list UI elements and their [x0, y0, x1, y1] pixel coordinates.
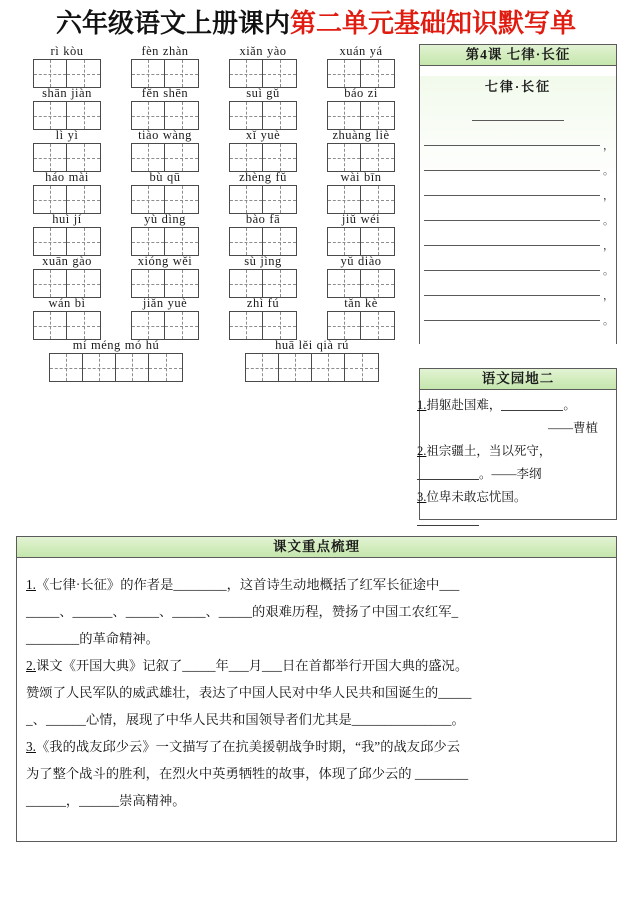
tianzige-cell[interactable] — [328, 312, 361, 339]
garden-panel-body — [417, 390, 616, 534]
tianzige-cell[interactable] — [116, 354, 149, 381]
pinyin-label: lì yì — [55, 128, 79, 142]
tianzige-cell[interactable] — [67, 102, 100, 129]
line-punctuation: ， — [603, 290, 614, 302]
summary-line — [26, 733, 607, 760]
pinyin-word-cell — [214, 338, 410, 380]
garden-item-number: 2. — [417, 444, 427, 458]
garden-blank[interactable] — [501, 410, 563, 411]
tianzige-cell[interactable] — [246, 354, 279, 381]
pinyin-label: bào fā — [245, 212, 281, 226]
tianzige-grid[interactable] — [229, 101, 297, 130]
tianzige-grid[interactable] — [327, 227, 395, 256]
tianzige-cell[interactable] — [67, 312, 100, 339]
poem-blank-line[interactable] — [420, 128, 616, 153]
tianzige-cell[interactable] — [132, 144, 165, 171]
pinyin-word-cell — [116, 170, 214, 212]
pinyin-row — [18, 86, 410, 128]
tianzige-grid[interactable] — [229, 227, 297, 256]
line-punctuation: 。 — [603, 265, 614, 277]
pinyin-label: fěn shēn — [141, 86, 189, 100]
tianzige-grid[interactable] — [33, 101, 101, 130]
pinyin-word-cell — [18, 338, 214, 380]
tianzige-cell[interactable] — [361, 312, 394, 339]
tianzige-grid[interactable] — [229, 185, 297, 214]
pinyin-label: zhì fú — [246, 296, 280, 310]
tianzige-cell[interactable] — [263, 102, 296, 129]
pinyin-label: sù jìng — [244, 254, 282, 268]
poem-blank-line[interactable] — [420, 278, 616, 303]
writing-rule — [424, 320, 600, 321]
garden-blank[interactable] — [417, 479, 479, 480]
tianzige-cell[interactable] — [328, 270, 361, 297]
tianzige-cell[interactable] — [67, 228, 100, 255]
pinyin-word-cell — [312, 44, 410, 86]
garden-panel-header: 语文园地二 — [420, 369, 616, 390]
tianzige-cell[interactable] — [328, 60, 361, 87]
tianzige-cell[interactable] — [34, 102, 67, 129]
tianzige-cell[interactable] — [34, 228, 67, 255]
pinyin-word-cell — [312, 212, 410, 254]
tianzige-cell[interactable] — [83, 354, 116, 381]
pinyin-word-cell — [214, 86, 312, 128]
tianzige-cell[interactable] — [34, 270, 67, 297]
pinyin-label: rì kòu — [50, 44, 84, 58]
pinyin-row — [18, 296, 410, 338]
pinyin-word-cell — [312, 296, 410, 338]
pinyin-word-cell — [18, 128, 116, 170]
summary-text: 课文《开国大典》记叙了_____年___月___日在首都举行开国大典的盛况。 — [35, 658, 469, 673]
tianzige-cell[interactable] — [263, 270, 296, 297]
tianzige-cell[interactable] — [165, 186, 198, 213]
writing-rule — [424, 170, 600, 171]
language-garden-panel — [419, 368, 617, 520]
tianzige-cell[interactable] — [165, 102, 198, 129]
tianzige-cell[interactable] — [263, 186, 296, 213]
garden-text: 捐躯赴国难， — [426, 398, 502, 412]
summary-text: 《七律·长征》的作者是________，这首诗生动地概括了红军长征途中___ — [35, 577, 460, 592]
tianzige-cell[interactable] — [165, 144, 198, 171]
garden-text: 。——李纲 — [479, 467, 542, 481]
tianzige-cell[interactable] — [132, 228, 165, 255]
tianzige-cell[interactable] — [230, 228, 263, 255]
tianzige-cell[interactable] — [34, 144, 67, 171]
garden-item-number: 3. — [417, 490, 427, 504]
page-title-red: 第二单元基础知识默写单 — [290, 9, 577, 38]
tianzige-grid[interactable] — [33, 269, 101, 298]
page-title — [0, 8, 632, 40]
tianzige-cell[interactable] — [328, 144, 361, 171]
garden-text: 祖宗疆土，当以死守， — [426, 444, 552, 458]
pinyin-label: suì gǔ — [246, 86, 280, 100]
pinyin-label: jiǔ wéi — [341, 212, 381, 226]
pinyin-row — [18, 212, 410, 254]
pinyin-row — [18, 338, 410, 380]
pinyin-word-cell — [18, 44, 116, 86]
tianzige-cell[interactable] — [230, 60, 263, 87]
line-punctuation: 。 — [603, 315, 614, 327]
summary-item-number: 2. — [26, 658, 36, 673]
tianzige-grid[interactable] — [33, 311, 101, 340]
writing-rule — [424, 245, 600, 246]
lesson-four-panel — [419, 44, 617, 344]
pinyin-label: zhuàng liè — [332, 128, 390, 142]
tianzige-grid[interactable] — [131, 101, 199, 130]
pinyin-word-cell — [116, 128, 214, 170]
pinyin-label: xuán yá — [339, 44, 383, 58]
line-punctuation: ， — [603, 140, 614, 152]
pinyin-label: tǎn kè — [344, 296, 378, 310]
writing-rule — [424, 270, 600, 271]
garden-attribution: ——曹植 — [547, 421, 598, 435]
tianzige-grid[interactable] — [229, 269, 297, 298]
tianzige-cell[interactable] — [345, 354, 378, 381]
writing-rule — [424, 195, 600, 196]
garden-blank[interactable] — [417, 525, 479, 526]
tianzige-grid[interactable] — [33, 59, 101, 88]
pinyin-word-cell — [312, 128, 410, 170]
pinyin-row — [18, 44, 410, 86]
pinyin-label: xiǎn yào — [239, 44, 287, 58]
tianzige-grid[interactable] — [327, 59, 395, 88]
pinyin-word-cell — [18, 254, 116, 296]
tianzige-grid[interactable] — [131, 143, 199, 172]
tianzige-cell[interactable] — [230, 312, 263, 339]
summary-text: 《我的战友邱少云》一文描写了在抗美援朝战争时期，“我”的战友邱少云 — [35, 739, 460, 754]
tianzige-cell[interactable] — [361, 186, 394, 213]
poem-title: 七律·长征 — [484, 79, 552, 94]
pinyin-label: yǔ diào — [340, 254, 382, 268]
lesson-panel-header: 第4课 七律·长征 — [420, 45, 616, 66]
pinyin-word-cell — [116, 44, 214, 86]
tianzige-cell[interactable] — [328, 102, 361, 129]
tianzige-grid[interactable] — [131, 269, 199, 298]
pinyin-word-cell — [214, 254, 312, 296]
pinyin-label: huā lěi qià rú — [275, 338, 349, 352]
garden-text: 位卑未敢忘忧国。 — [426, 490, 527, 504]
tianzige-grid[interactable] — [33, 185, 101, 214]
line-punctuation: ， — [603, 190, 614, 202]
tianzige-cell[interactable] — [230, 102, 263, 129]
tianzige-cell[interactable] — [67, 270, 100, 297]
pinyin-word-cell — [18, 86, 116, 128]
tianzige-grid[interactable] — [229, 59, 297, 88]
tianzige-cell[interactable] — [361, 270, 394, 297]
tianzige-cell[interactable] — [132, 102, 165, 129]
tianzige-cell[interactable] — [132, 60, 165, 87]
pinyin-word-cell — [214, 212, 312, 254]
garden-item-number: 1. — [417, 398, 427, 412]
poem-blank-line[interactable] — [420, 178, 616, 203]
summary-line — [26, 571, 607, 598]
summary-line: _、______心情，展现了中华人民共和国领导者们尤其是_______________。 — [26, 712, 465, 727]
tianzige-grid[interactable] — [327, 311, 395, 340]
garden-text: 。 — [563, 398, 576, 412]
tianzige-grid[interactable] — [229, 143, 297, 172]
pinyin-word-cell — [312, 86, 410, 128]
pinyin-label: xióng wěi — [137, 254, 193, 268]
tianzige-grid[interactable] — [229, 311, 297, 340]
tianzige-cell[interactable] — [50, 354, 83, 381]
tianzige-grid[interactable] — [33, 227, 101, 256]
tianzige-cell[interactable] — [328, 228, 361, 255]
tianzige-cell[interactable] — [165, 312, 198, 339]
tianzige-cell[interactable] — [132, 186, 165, 213]
pinyin-label: xuān gào — [42, 254, 92, 268]
tianzige-cell[interactable] — [263, 144, 296, 171]
pinyin-label: bù qū — [149, 170, 181, 184]
tianzige-grid[interactable] — [49, 353, 183, 382]
tianzige-cell[interactable] — [165, 270, 198, 297]
garden-line — [417, 509, 614, 532]
pinyin-word-cell — [116, 296, 214, 338]
pinyin-label: wán bì — [48, 296, 86, 310]
tianzige-cell[interactable] — [67, 60, 100, 87]
pinyin-word-cell — [214, 296, 312, 338]
line-punctuation: 。 — [603, 165, 614, 177]
pinyin-label: báo zi — [344, 86, 378, 100]
tianzige-cell[interactable] — [34, 186, 67, 213]
tianzige-cell[interactable] — [132, 270, 165, 297]
summary-line: ______，______崇高精神。 — [26, 793, 186, 808]
pinyin-word-cell — [116, 86, 214, 128]
pinyin-label: tiào wàng — [138, 128, 192, 142]
summary-line: ________的革命精神。 — [26, 631, 159, 646]
tianzige-cell[interactable] — [165, 228, 198, 255]
tianzige-cell[interactable] — [263, 60, 296, 87]
tianzige-cell[interactable] — [361, 228, 394, 255]
poem-blank-line[interactable] — [420, 103, 616, 128]
tianzige-grid[interactable] — [245, 353, 379, 382]
poem-blank-line[interactable] — [420, 303, 616, 328]
summary-panel-header: 课文重点梳理 — [17, 537, 616, 558]
pinyin-word-cell — [312, 170, 410, 212]
pinyin-writing-grid — [18, 44, 410, 380]
tianzige-cell[interactable] — [149, 354, 182, 381]
tianzige-cell[interactable] — [67, 186, 100, 213]
tianzige-grid[interactable] — [327, 143, 395, 172]
summary-line — [26, 652, 607, 679]
tianzige-grid[interactable] — [131, 59, 199, 88]
tianzige-cell[interactable] — [230, 270, 263, 297]
tianzige-cell[interactable] — [34, 60, 67, 87]
tianzige-grid[interactable] — [327, 101, 395, 130]
pinyin-word-cell — [214, 44, 312, 86]
summary-line: 赞颂了人民军队的威武雄壮，表达了中国人民对中华人民共和国诞生的_____ — [26, 685, 472, 700]
tianzige-cell[interactable] — [67, 144, 100, 171]
garden-line — [417, 394, 614, 417]
pinyin-label: háo mài — [45, 170, 89, 184]
pinyin-label: mí méng mó hú — [72, 338, 160, 352]
tianzige-cell[interactable] — [230, 186, 263, 213]
summary-line: _____、______、_____、_____、_____的艰难历程，赞扬了中国工农红军_ — [26, 604, 459, 619]
tianzige-cell[interactable] — [328, 186, 361, 213]
tianzige-grid[interactable] — [33, 143, 101, 172]
poem-blank-lines — [420, 103, 616, 328]
writing-rule — [424, 145, 600, 146]
poem-blank-line[interactable] — [420, 253, 616, 278]
tianzige-grid[interactable] — [327, 185, 395, 214]
line-punctuation: ， — [603, 240, 614, 252]
pinyin-row — [18, 128, 410, 170]
tianzige-grid[interactable] — [327, 269, 395, 298]
tianzige-grid[interactable] — [131, 185, 199, 214]
tianzige-cell[interactable] — [263, 312, 296, 339]
poem-blank-line[interactable] — [420, 203, 616, 228]
pinyin-row — [18, 254, 410, 296]
pinyin-label: xǐ yuè — [245, 128, 281, 142]
tianzige-cell[interactable] — [165, 60, 198, 87]
writing-rule — [424, 220, 600, 221]
pinyin-label: huì jí — [52, 212, 82, 226]
pinyin-word-cell — [312, 254, 410, 296]
summary-panel-body — [17, 558, 616, 814]
pinyin-word-cell — [116, 212, 214, 254]
poem-blank-line[interactable] — [420, 228, 616, 253]
writing-rule — [472, 120, 564, 121]
summary-line: 为了整个战斗的胜利，在烈火中英勇牺牲的故事，体现了邱少云的 ________ — [26, 766, 469, 781]
tianzige-cell[interactable] — [263, 228, 296, 255]
pinyin-row — [18, 170, 410, 212]
tianzige-cell[interactable] — [34, 312, 67, 339]
pinyin-label: shān jiàn — [42, 86, 92, 100]
tianzige-cell[interactable] — [132, 312, 165, 339]
tianzige-cell[interactable] — [361, 60, 394, 87]
pinyin-word-cell — [214, 170, 312, 212]
writing-rule — [424, 295, 600, 296]
pinyin-label: jiǎn yuè — [142, 296, 188, 310]
tianzige-cell[interactable] — [361, 102, 394, 129]
summary-item-number: 3. — [26, 739, 36, 754]
garden-line — [417, 440, 614, 463]
pinyin-word-cell — [18, 170, 116, 212]
pinyin-word-cell — [18, 212, 116, 254]
pinyin-word-cell — [18, 296, 116, 338]
tianzige-cell[interactable] — [230, 144, 263, 171]
tianzige-cell[interactable] — [361, 144, 394, 171]
pinyin-word-cell — [116, 254, 214, 296]
tianzige-cell[interactable] — [279, 354, 312, 381]
poem-blank-line[interactable] — [420, 153, 616, 178]
tianzige-grid[interactable] — [131, 311, 199, 340]
garden-line — [417, 486, 614, 509]
page-title-black: 六年级语文上册课内 — [55, 9, 290, 38]
poem-body — [420, 76, 616, 353]
pinyin-label: zhèng fǔ — [239, 170, 287, 184]
garden-line — [417, 463, 614, 486]
pinyin-label: fèn zhàn — [141, 44, 189, 58]
tianzige-grid[interactable] — [131, 227, 199, 256]
summary-item-number: 1. — [26, 577, 36, 592]
line-punctuation: 。 — [603, 215, 614, 227]
tianzige-cell[interactable] — [312, 354, 345, 381]
pinyin-label: wài bīn — [340, 170, 382, 184]
pinyin-label: yù dìng — [144, 212, 186, 226]
text-key-points-panel — [16, 536, 617, 842]
pinyin-word-cell — [214, 128, 312, 170]
